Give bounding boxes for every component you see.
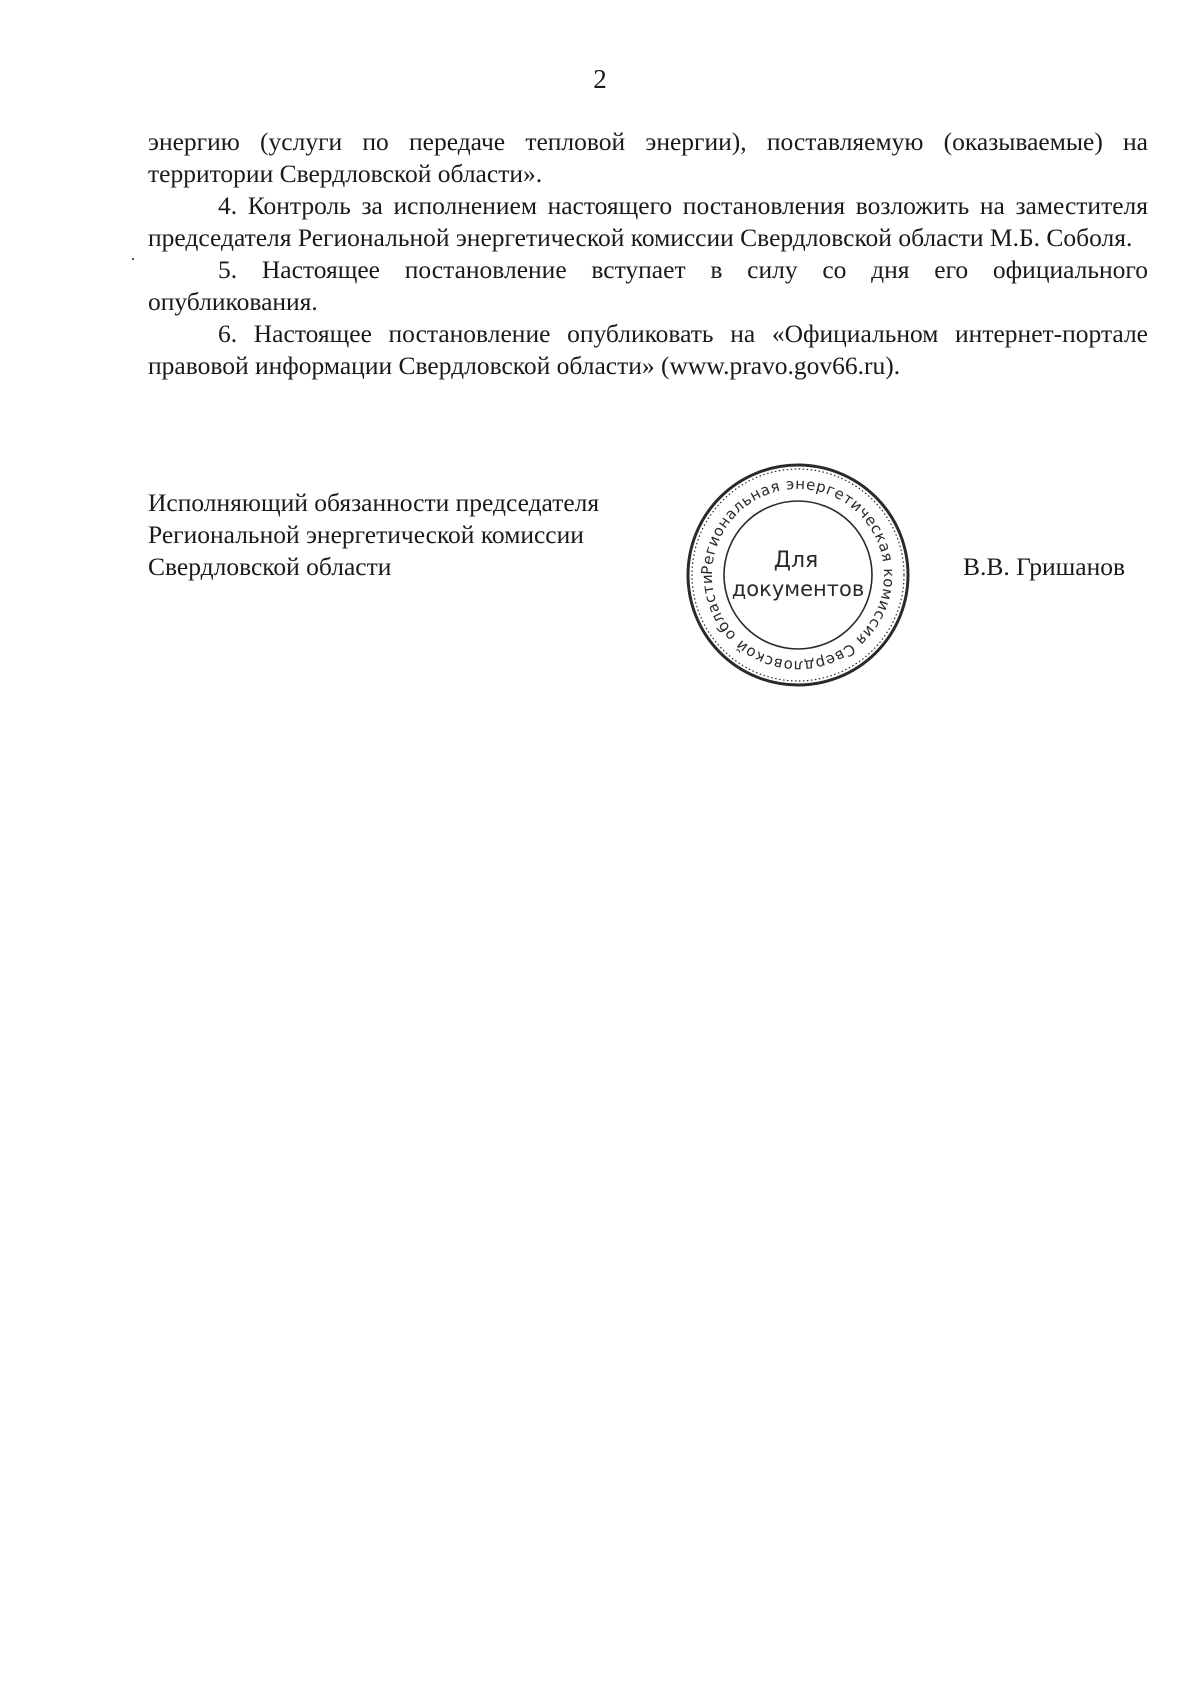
official-stamp: [683, 460, 913, 690]
paragraph-item-4: 4. Контроль за исполнением настоящего постановления возложить на заместителя председателя Региональной энергетической комиссии Свердловской области М.Б. Соболя.: [148, 191, 1148, 252]
paragraph-item-5: 5. Настоящее постановление вступает в силу со дня его официального опубликования.: [148, 255, 1148, 316]
signatory-name: В.В. Гришанов: [963, 552, 1126, 581]
signatory-position-line: Свердловской области: [148, 552, 392, 581]
signatory-position-line: Региональной энергетической комиссии: [148, 520, 584, 549]
signatory-position: [148, 487, 599, 583]
stamp-center-line-1: Для: [773, 548, 819, 573]
body-text: [148, 126, 1148, 382]
stamp-ring-text: Региональная энергетическая комиссия Свердловской области: [697, 474, 899, 676]
stamp-inner-ring: [724, 501, 872, 649]
paragraph-item-6: 6. Настоящее постановление опубликовать на «Официальном интернет-портале правовой информации Свердловской области» (www.pravo.gov66.ru).: [148, 319, 1148, 380]
page-number: 2: [593, 64, 607, 94]
stamp-graphic: [683, 460, 913, 690]
scan-speck: [132, 258, 134, 260]
stamp-outer-ring: [688, 465, 908, 685]
signatory-position-line: Исполняющий обязанности председателя: [148, 488, 600, 517]
paragraph-continuation: энергию (услуги по передаче тепловой энергии), поставляемую (оказываемые) на территории Свердловской области».: [148, 127, 1148, 188]
stamp-center-line-2: документов: [731, 577, 865, 601]
